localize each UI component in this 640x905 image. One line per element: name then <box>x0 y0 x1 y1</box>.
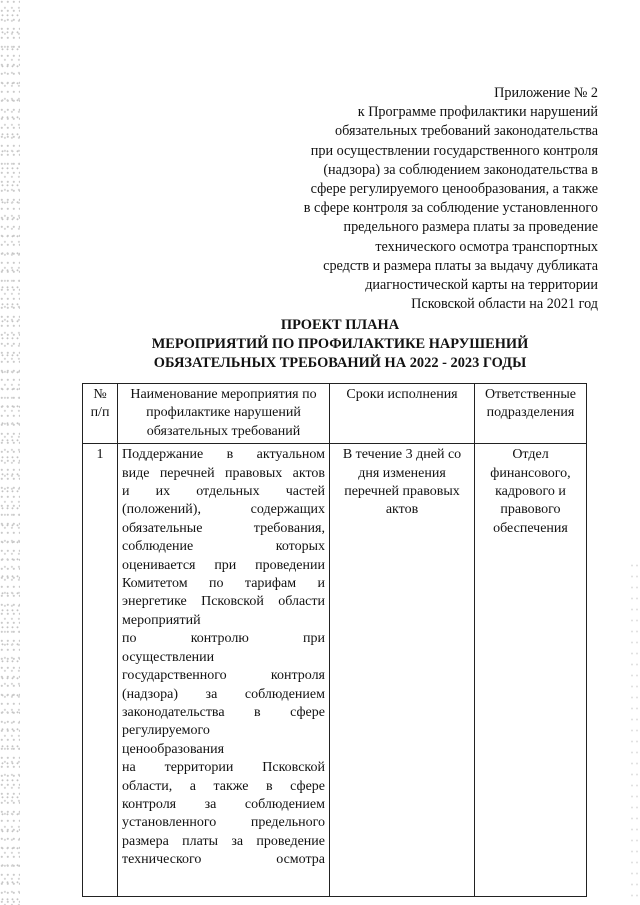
appendix-line: средств и размера платы за выдачу дубликата <box>323 257 598 274</box>
scan-edge-left <box>0 0 20 905</box>
appendix-line: технического осмотра транспортных <box>375 238 598 255</box>
appendix-line: сфере регулируемого ценообразования, а также <box>310 181 598 198</box>
row-responsible: Отдел финансового, кадрового и правового обеспечения <box>475 444 587 897</box>
appendix-header <box>304 84 598 314</box>
header-num: № п/п <box>83 384 118 444</box>
appendix-line: Приложение № 2 <box>494 85 598 101</box>
header-responsible: Ответственные подразделения <box>475 384 587 444</box>
appendix-line: предельного размера платы за проведение <box>343 219 598 236</box>
appendix-line: Псковской области на 2021 год <box>411 296 598 313</box>
title-line: ПРОЕКТ ПЛАНА <box>280 317 400 333</box>
title-line: МЕРОПРИЯТИЙ ПО ПРОФИЛАКТИКЕ НАРУШЕНИЙ <box>151 336 529 352</box>
appendix-line: в сфере контроля за соблюдение установленного <box>303 200 598 217</box>
plan-table <box>82 383 587 897</box>
header-term: Сроки исполнения <box>330 384 475 444</box>
appendix-line: при осуществлении государственного контроля <box>310 142 598 159</box>
table-header-row <box>83 384 587 444</box>
scan-edge-right <box>630 560 640 905</box>
table-row <box>83 444 587 897</box>
row-number: 1 <box>83 444 118 897</box>
appendix-line: диагностической карты на территории <box>365 277 598 294</box>
document-title <box>120 316 560 373</box>
appendix-line: к Программе профилактики нарушений <box>357 104 598 121</box>
title-line: ОБЯЗАТЕЛЬНЫХ ТРЕБОВАНИЙ НА 2022 - 2023 ГОДЫ <box>153 355 527 371</box>
header-name: Наименование мероприятия по профилактике нарушений обязательных требований <box>118 384 330 444</box>
appendix-line: (надзора) за соблюдением законодательства в <box>323 161 598 178</box>
row-deadline: В течение 3 дней со дня изменения перечней правовых актов <box>330 444 475 897</box>
row-measure-name: Поддержание в актуальном виде перечней правовых актов и их отдельных частей (положений), содержащих обязательные требования, соблюдение которых оценивается при проведении Комитетом по тарифам и энергетике Псковской области мероприятий по контролю при осуществлении государственного контроля (надзора) за соблюдением законодательства в сфере регулируемого ценообразования на территории Псковской области, а также в сфере контроля за соблюдением установленного предельного размера платы за проведение технического осмотра <box>118 444 330 897</box>
appendix-line: обязательных требований законодательства <box>335 123 598 140</box>
